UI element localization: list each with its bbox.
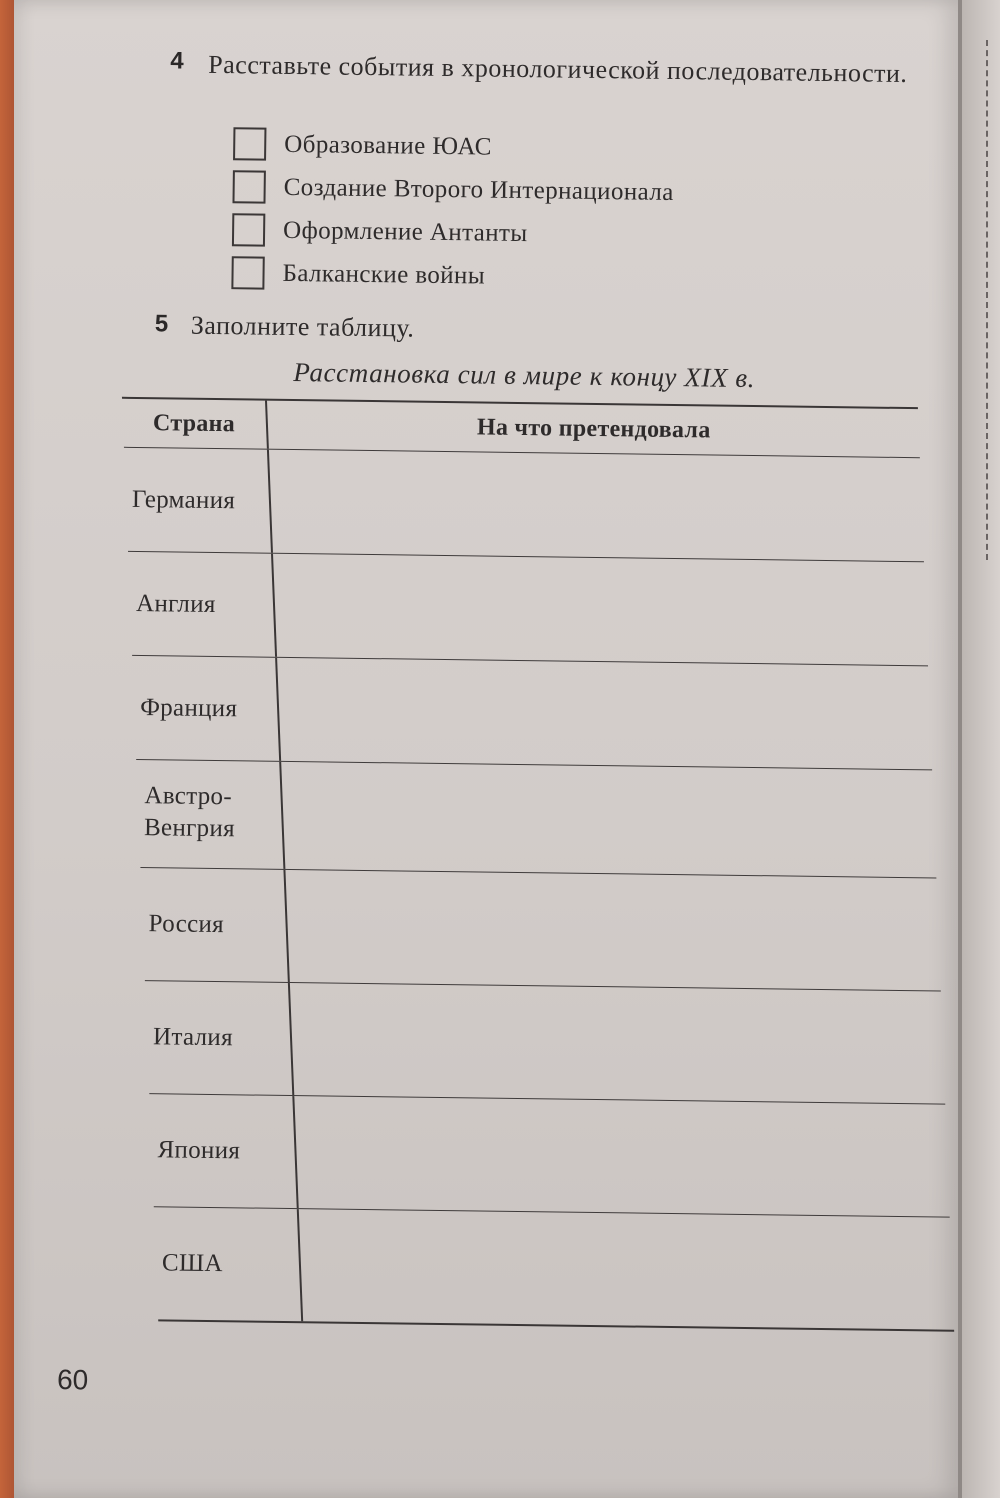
claim-cell[interactable] (299, 1209, 954, 1330)
option-label: Создание Второго Интернационала (283, 173, 674, 206)
powers-table (122, 397, 954, 1332)
table-row (154, 1207, 954, 1329)
order-checkbox[interactable] (232, 213, 265, 246)
table-row (145, 981, 945, 1104)
claim-cell[interactable] (277, 658, 932, 770)
country-cell: Австро-Венгрия (136, 760, 285, 869)
option-label: Балканские войны (282, 259, 486, 290)
table-row (149, 1094, 949, 1217)
task-4-prompt: Расставьте события в хронологической последовательности. (208, 49, 908, 89)
claim-cell[interactable] (285, 870, 940, 991)
country-cell: США (154, 1207, 303, 1321)
country-cell: Япония (149, 1094, 298, 1208)
header-country: Страна (122, 399, 269, 449)
table-row (128, 552, 928, 666)
country-cell: Франция (132, 656, 281, 761)
option-item (232, 208, 753, 258)
task-5-prompt: Заполните таблицу. (190, 310, 415, 343)
task-5-number: 5 (154, 310, 169, 338)
table-row (140, 868, 940, 991)
page-number: 60 (56, 1363, 89, 1396)
order-checkbox[interactable] (231, 256, 264, 289)
option-item (232, 165, 753, 215)
order-checkbox[interactable] (232, 170, 265, 203)
header-claim: На что претендовала (476, 413, 711, 443)
option-label: Оформление Антанты (282, 216, 528, 247)
task-4-number: 4 (170, 47, 184, 75)
table-row (132, 656, 932, 770)
table-row (124, 448, 924, 562)
order-checkbox[interactable] (233, 127, 266, 160)
claim-cell[interactable] (273, 554, 928, 666)
claim-cell[interactable] (290, 983, 945, 1104)
option-label: Образование ЮАС (284, 130, 492, 161)
option-item (231, 251, 752, 301)
table-title: Расстановка сил в мире к концу XIX в. (293, 357, 756, 394)
claim-cell[interactable] (281, 762, 936, 878)
country-cell: Италия (145, 981, 294, 1095)
country-cell: Россия (140, 868, 289, 982)
table-row (136, 760, 936, 878)
option-item (233, 122, 754, 172)
claim-cell[interactable] (294, 1096, 949, 1217)
task-4-options (231, 122, 753, 301)
country-cell: Германия (124, 448, 273, 553)
claim-cell[interactable] (269, 450, 924, 562)
country-cell: Англия (128, 552, 277, 657)
